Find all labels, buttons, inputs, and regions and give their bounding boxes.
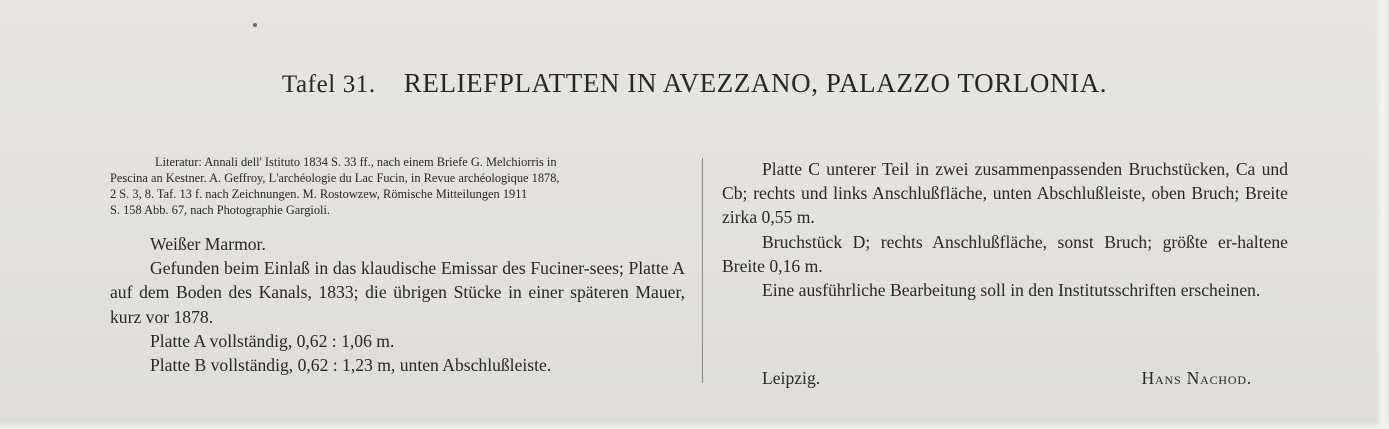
plate-label: Tafel 31. (281, 71, 376, 98)
page-edge-right (1375, 0, 1389, 429)
paragraph-publication-note: Eine ausführliche Bearbeitung soll in den Institutsschriften erscheinen. (762, 280, 1261, 301)
literature-line: S. 158 Abb. 67, nach Photographie Gargioli. (110, 203, 331, 217)
paragraph-plate-b: Platte B vollständig, 0,62 : 1,23 m, unten Abschlußleiste. (150, 355, 552, 376)
page-edge-bottom (0, 421, 1389, 429)
paragraph-plate-c: Platte C unterer Teil in zwei zusammenpassenden Bruchstücken, Ca und Cb; rechts und links Anschlußfläche, unten Abschlußleiste, oben Bruch; Breite zirka 0,55 m. (722, 159, 1288, 228)
literature-line: Pescina an Kestner. A. Geffroy, L'archéologie du Lac Fucin, in Revue archéologique 1878, (110, 171, 560, 185)
signature-author: Hans Nachod. (1141, 368, 1252, 388)
literature-line: 2 S. 3, 8. Taf. 13 f. nach Zeichnungen. M. Rostowzew, Römische Mitteilungen 1911 (110, 187, 528, 201)
page-title (0, 68, 1389, 99)
paper-speck (253, 23, 257, 27)
paragraph-fragment-d: Bruchstück D; rechts Anschlußfläche, sonst Bruch; größte er-haltene Breite 0,16 m. (722, 231, 1288, 276)
right-column (722, 157, 1288, 302)
signature-place: Leipzig. (762, 368, 821, 388)
column-divider (702, 158, 703, 383)
literature-line: Literatur: Annali dell' Istituto 1834 S. 33 ff., nach einem Briefe G. Melchiorris in (155, 155, 557, 169)
paragraph-plate-a: Platte A vollständig, 0,62 : 1,06 m. (150, 330, 395, 351)
title-text: RELIEFPLATTEN IN AVEZZANO, PALAZZO TORLONIA. (403, 68, 1108, 98)
paragraph-material: Weißer Marmor. (150, 234, 266, 254)
literature-block (110, 154, 688, 218)
paragraph-findspot: Gefunden beim Einlaß in das klaudische Emissar des Fuciner-sees; Platte A auf dem Boden des Kanals, 1833; die übrigen Stücke in einer späteren Mauer, kurz vor 1878. (110, 258, 685, 327)
left-column (110, 232, 685, 377)
